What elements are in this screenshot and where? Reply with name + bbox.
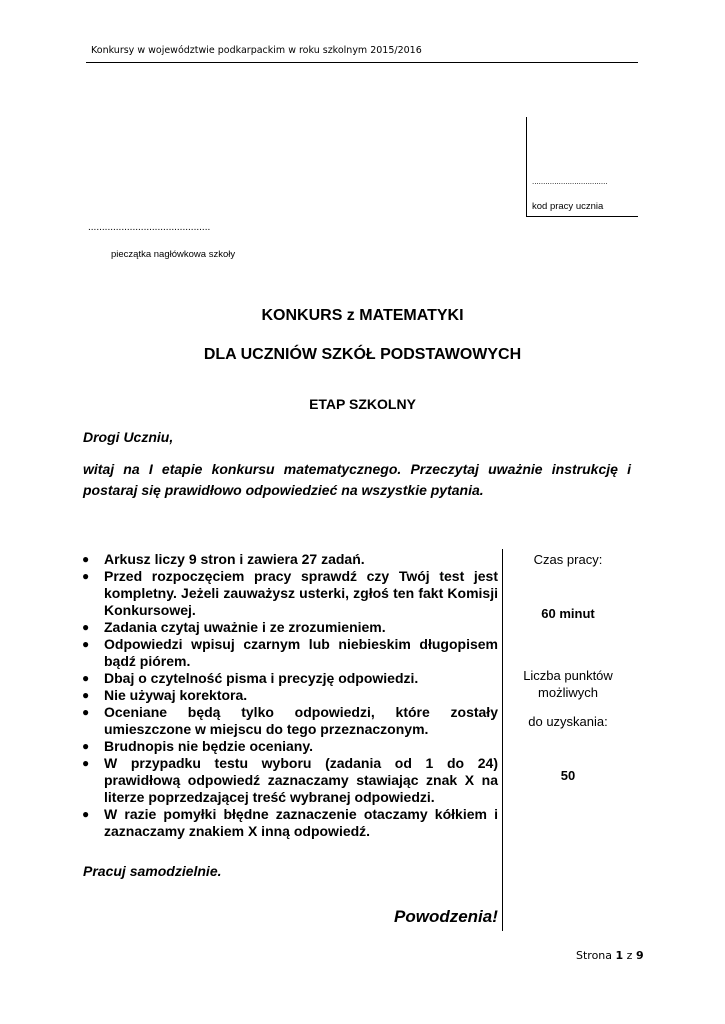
stamp-label: pieczątka nagłówkowa szkoły [111, 249, 236, 260]
rules-list [80, 551, 498, 840]
code-box-dots: .................................. [532, 177, 608, 186]
bullet-icon: ● [82, 688, 90, 702]
rule-item: ● Dbaj o czytelność pisma i precyzję odpowiedzi. [82, 670, 419, 686]
column-divider [502, 549, 503, 931]
page-header: Konkursy w województwie podkarpackim w roku szkolnym 2015/2016 [91, 45, 422, 56]
points-label-2: do uzyskania: [528, 714, 608, 729]
rule-item: ● Brudnopis nie będzie oceniany. [82, 738, 313, 754]
points-value: 50 [560, 768, 576, 783]
bullet-icon: ● [82, 756, 90, 770]
code-box-label: kod pracy ucznia [532, 201, 604, 212]
stamp-dots: ............................................ [88, 222, 211, 233]
header-divider [86, 62, 638, 63]
bullet-icon: ● [82, 569, 90, 583]
title-audience: DLA UCZNIÓW SZKÓŁ PODSTAWOWYCH [203, 346, 522, 363]
bullet-icon: ● [82, 739, 90, 753]
bullet-icon: ● [82, 705, 90, 719]
code-box-border-left [526, 117, 527, 216]
bullet-icon: ● [82, 671, 90, 685]
good-luck: Powodzenia! [394, 907, 498, 926]
rule-item: ● Oceniane będą tylko odpowiedzi, które zostały umieszczone w miejscu do tego przeznaczonym. [82, 704, 498, 737]
title-contest: KONKURS z MATEMATYKI [261, 307, 464, 324]
rule-item: ● Odpowiedzi wpisuj czarnym lub niebieskim długopisem bądź piórem. [82, 636, 498, 669]
intro-text: witaj na I etapie konkursu matematycznego. Przeczytaj uważnie instrukcję i postaraj się prawidłowo odpowiedzieć na wszystkie pytania. [83, 461, 631, 498]
code-box-border-bottom [526, 216, 638, 217]
rule-item: ● W razie pomyłki błędne zaznaczenie otaczamy kółkiem i zaznaczamy znakiem X inną odpowiedź. [82, 806, 498, 839]
time-label: Czas pracy: [533, 552, 603, 567]
time-value: 60 minut [541, 606, 595, 621]
points-label: Liczba punktów możliwych [523, 668, 613, 700]
page-number: Strona 1 z 9 [576, 949, 644, 962]
bullet-icon: ● [82, 807, 90, 821]
bullet-icon: ● [82, 552, 90, 566]
rule-item: ● Nie używaj korektora. [82, 687, 248, 703]
bullet-icon: ● [82, 620, 90, 634]
rule-item: ● W przypadku testu wyboru (zadania od 1 do 24) prawidłową odpowiedź zaznaczamy stawiając znak X na literze poprzedzającej treść wybranej odpowiedzi. [82, 755, 498, 805]
work-alone-note: Pracuj samodzielnie. [83, 863, 222, 879]
rule-item: ● Zadania czytaj uważnie i ze zrozumieniem. [82, 619, 386, 635]
rule-item: ● Arkusz liczy 9 stron i zawiera 27 zadań. [82, 551, 365, 567]
title-stage: ETAP SZKOLNY [309, 396, 416, 412]
bullet-icon: ● [82, 637, 90, 651]
greeting: Drogi Uczniu, [83, 429, 174, 445]
rule-item: ● Przed rozpoczęciem pracy sprawdź czy Twój test jest kompletny. Jeżeli zauważysz usterki, zgłoś ten fakt Komisji Konkursowej. [82, 568, 498, 618]
